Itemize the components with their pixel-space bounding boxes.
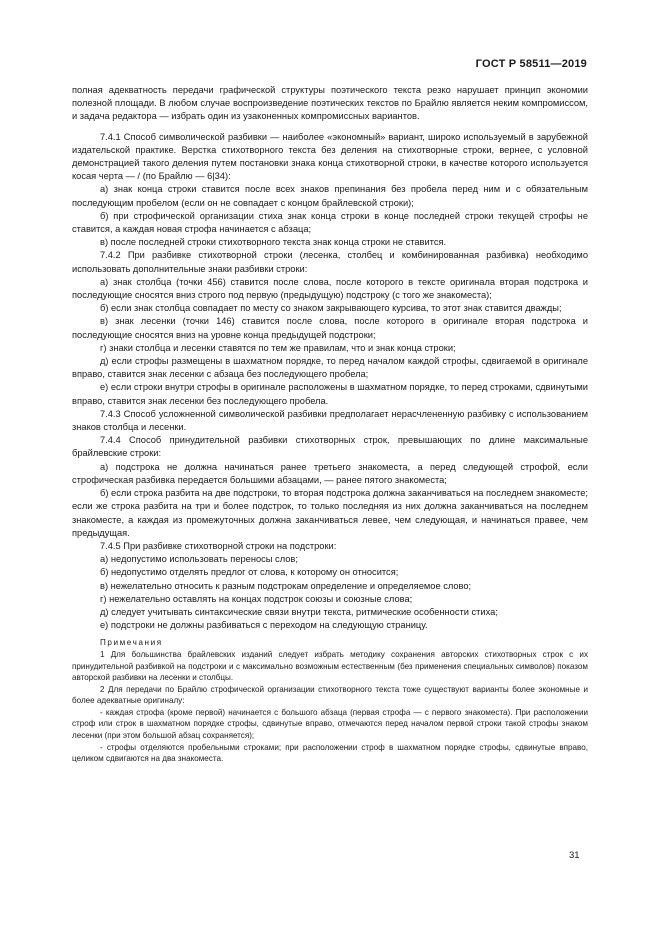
- notes-title: Примечания: [100, 638, 163, 648]
- list-item: в) нежелательно относить к разным подстрокам определение и определяемое слово;: [100, 580, 472, 591]
- list-item: а) знак столбца (точки 456) ставится после слова, после которого в тексте оригинала вторая подстрока и последующие сносятся вниз строго под первую (предыдущую) подстроку (с того же знакоместа);: [72, 276, 588, 301]
- list-item: а) подстрока не должна начинаться ранее третьего знакоместа, а перед следующей строфой, если строфическая разбивка передается большими абзацами, — ранее пятого знакоместа;: [72, 461, 588, 485]
- note-item: - каждая строфа (кроме первой) начинается с большого абзаца (первая строфа — с первого знакоместа). При расположении строф или строк в шахматном порядке строфы, сдвинутые вправо, отмечаются перед началом первой строки такой строфы знаком лесенки (при этом большой абзац сохраняется);: [72, 707, 588, 741]
- list-item: д) если строфы размещены в шахматном порядке, то перед началом каждой строфы, сдвигаемой в оригинале вправо, ставится знак лесенки с абзаца без последующего пробела;: [72, 356, 588, 380]
- note-item: - строфы отделяются пробельными строками; при расположении строф в шахматном порядке строфы, сдвинутые вправо, целиком сдвигаются на два знакоместа.: [72, 742, 588, 764]
- clause-7-4-2: 7.4.2 При разбивке стихотворной строки (лесенка, столбец и комбинированная разбивка) необходимо использовать дополнительные знаки разбивки строки:: [72, 250, 588, 274]
- list-item: а) знак конца строки ставится после всех знаков препинания без пробела перед ним и с обязательным последующим пробелом (если он не совпадает с концом брайлевской строки);: [72, 184, 588, 208]
- notes-section: [72, 637, 588, 765]
- document-body: [72, 84, 588, 765]
- clause-7-4-4: 7.4.4 Способ принудительной разбивки стихотворных строк, превышающих по длине максимальные брайлевские строки:: [72, 435, 588, 459]
- clause-7-4-3: 7.4.3 Способ усложненной символической разбивки предполагает нерасчлененную разбивку с использованием знаков столбца и лесенки.: [72, 408, 588, 433]
- list-item: б) недопустимо отделять предлог от слова, к которому он относится;: [100, 567, 399, 578]
- clause-7-4-1: 7.4.1 Способ символической разбивки — наиболее «экономный» вариант, широко используемый в зарубежной издательской практике. Верстка стихотворного текста без деления на стихотворные строки, вернее, с условной демонстрацией такого деления путем постановки знака конца стихотворной строки, в качестве которого используется косая черта — / (по Брайлю — 6|34):: [72, 131, 588, 182]
- standard-header: ГОСТ Р 58511—2019: [475, 58, 587, 70]
- list-item: д) следует учитывать синтаксические связи внутри текста, ритмические особенности стиха;: [100, 606, 498, 617]
- list-item: г) знаки столбца и лесенки ставятся по тем же правилам, что и знак конца строки;: [100, 342, 456, 353]
- clause-7-4-5: 7.4.5 При разбивке стихотворной строки на подстроки:: [100, 540, 337, 551]
- list-item: б) если знак столбца совпадает по месту со знаком закрывающего курсива, то этот знак ставится дважды;: [100, 303, 562, 314]
- page-number: 31: [569, 850, 580, 861]
- list-item: а) недопустимо использовать переносы слов;: [100, 554, 298, 565]
- note-item: 2 Для передачи по Брайлю строфической организации стихотворного текста тоже существуют варианты более экономные и более адекватные оригиналу:: [72, 684, 588, 706]
- list-item: г) нежелательно оставлять на концах подстрок союзы и союзные слова;: [100, 593, 413, 604]
- list-item: е) если строки внутри строфы в оригинале расположены в шахматном порядке, то перед строками, сдвинутыми вправо, ставится знак лесенки без последующего пробела.: [72, 382, 588, 406]
- list-item: е) подстроки не должны разбиваться с переходом на следующую страницу.: [100, 620, 428, 631]
- paragraph-intro: полная адекватность передачи графической структуры поэтического текста резко нарушает принцип экономии полезной площади. В любом случае воспроизведение поэтических текстов по Брайлю является неким компромиссом, и задача редактора — избрать один из узаконенных компромиссных вариантов.: [72, 85, 588, 122]
- list-item: в) после последней строки стихотворного текста знак конца строки не ставится.: [100, 237, 447, 248]
- list-item: б) если строка разбита на две подстроки, то вторая подстрока должна заканчиваться на последнем знакоместе; если же строка разбита на три и более подстрок, то только последняя из них должна заканчиваться на последнем знакоместе, а каждая из промежуточных должна заканчиваться левее, чем следующая, и начинаться правее, чем предыдущая.: [72, 488, 588, 538]
- note-item: 1 Для большинства брайлевских изданий следует избрать методику сохранения авторских стихотворных строк с их принудительной разбивкой на подстроки и с максимально возможным естественным (без применения специальных символов) показом авторской разбивки на лесенки и столбцы.: [72, 649, 588, 683]
- list-item: в) знак лесенки (точки 146) ставится после слова, после которого в оригинале вторая подстрока и последующие сносятся вниз на уровне конца предыдущей подстроки;: [72, 316, 588, 340]
- list-item: б) при строфической организации стиха знак конца строки в конце последней строки текущей строфы не ставится, а каждая новая строфа начинается с абзаца;: [72, 210, 588, 235]
